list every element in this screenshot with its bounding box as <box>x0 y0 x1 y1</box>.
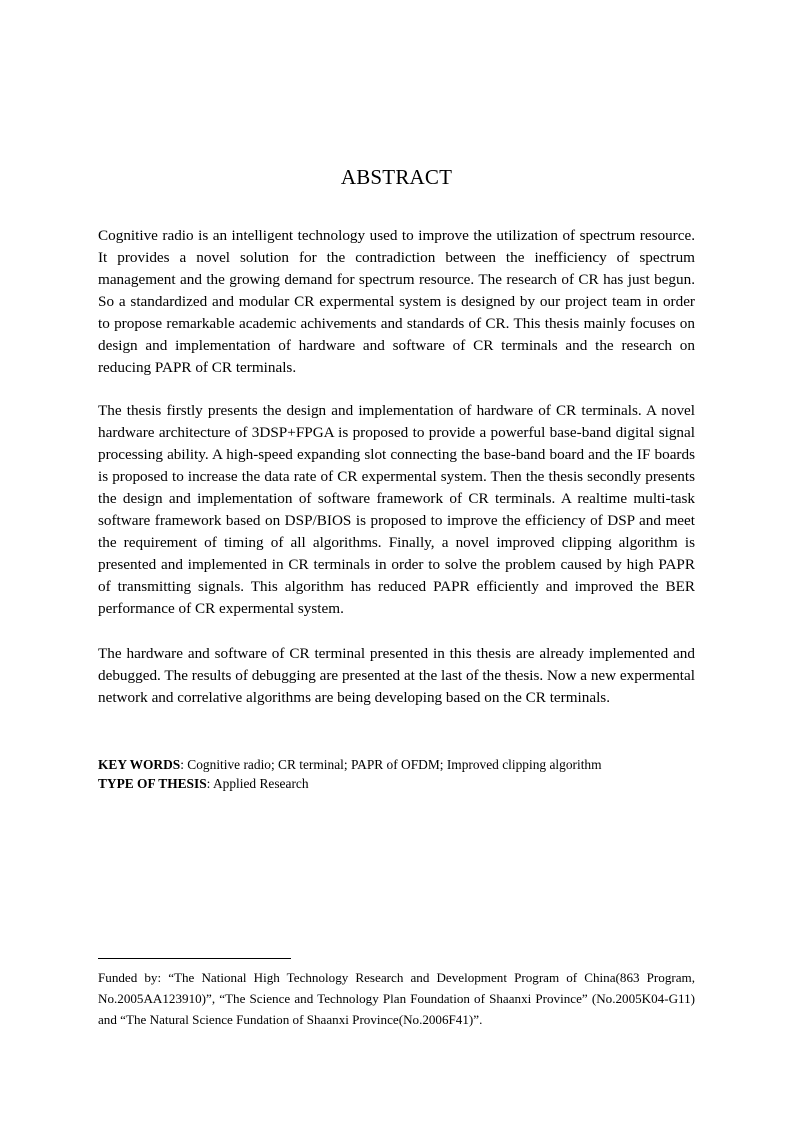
abstract-paragraph-1 <box>98 225 695 379</box>
keywords-value: : Cognitive radio; CR terminal; PAPR of OFDM; Improved clipping algorithm <box>180 757 602 772</box>
thesis-type-line <box>98 774 695 793</box>
thesis-type-label: TYPE OF THESIS <box>98 776 207 791</box>
footnote-divider <box>98 958 291 959</box>
footnote-text: Funded by: “The National High Technology Research and Development Program of China(863 Program, No.2005AA123910)”, “The Science and Technology Plan Foundation of Shaanxi Province” (No.2005K04-G11) and “The Natural Science Fundation of Shaanxi Province(No.2006F41)”. <box>98 970 695 1027</box>
paragraph-text: The hardware and software of CR terminal presented in this thesis are already implemented and debugged. The results of debugging are presented at the last of the thesis. Now a new expermental network and correlative algorithms are being developing based on the CR terminals. <box>98 645 695 706</box>
abstract-paragraph-2 <box>98 400 695 620</box>
thesis-type-value: : Applied Research <box>206 776 309 791</box>
paragraph-text: The thesis firstly presents the design and implementation of hardware of CR terminals. A novel hardware architecture of 3DSP+FPGA is proposed to provide a powerful base-band digital signal processing ability. A high-speed expanding slot connecting the base-band board and the IF boards is proposed to increase the data rate of CR expermental system. Then the thesis secondly presents the design and implementation of software framework of CR terminals. A realtime multi-task software framework based on DSP/BIOS is proposed to improve the efficiency of DSP and meet the requirement of timing of all algorithms. Finally, a novel improved clipping algorithm is presented and implemented in CR terminals in order to solve the problem caused by high PAPR of transmitting signals. This algorithm has reduced PAPR efficiently and improved the BER performance of CR expermental system. <box>98 402 695 617</box>
page-title: ABSTRACT <box>340 165 453 189</box>
paragraph-text: Cognitive radio is an intelligent technology used to improve the utilization of spectrum resource. It provides a novel solution for the contradiction between the inefficiency of spectrum management and the growing demand for spectrum resource. The research of CR has just begun. So a standardized and modular CR expermental system is designed by our project team in order to propose remarkable academic achivements and standards of CR. This thesis mainly focuses on design and implementation of hardware and software of CR terminals and the research on reducing PAPR of CR terminals. <box>98 227 695 376</box>
footnote <box>98 967 695 1030</box>
keywords-label: KEY WORDS <box>98 757 181 772</box>
keywords-line <box>98 755 695 774</box>
abstract-paragraph-3 <box>98 643 695 709</box>
